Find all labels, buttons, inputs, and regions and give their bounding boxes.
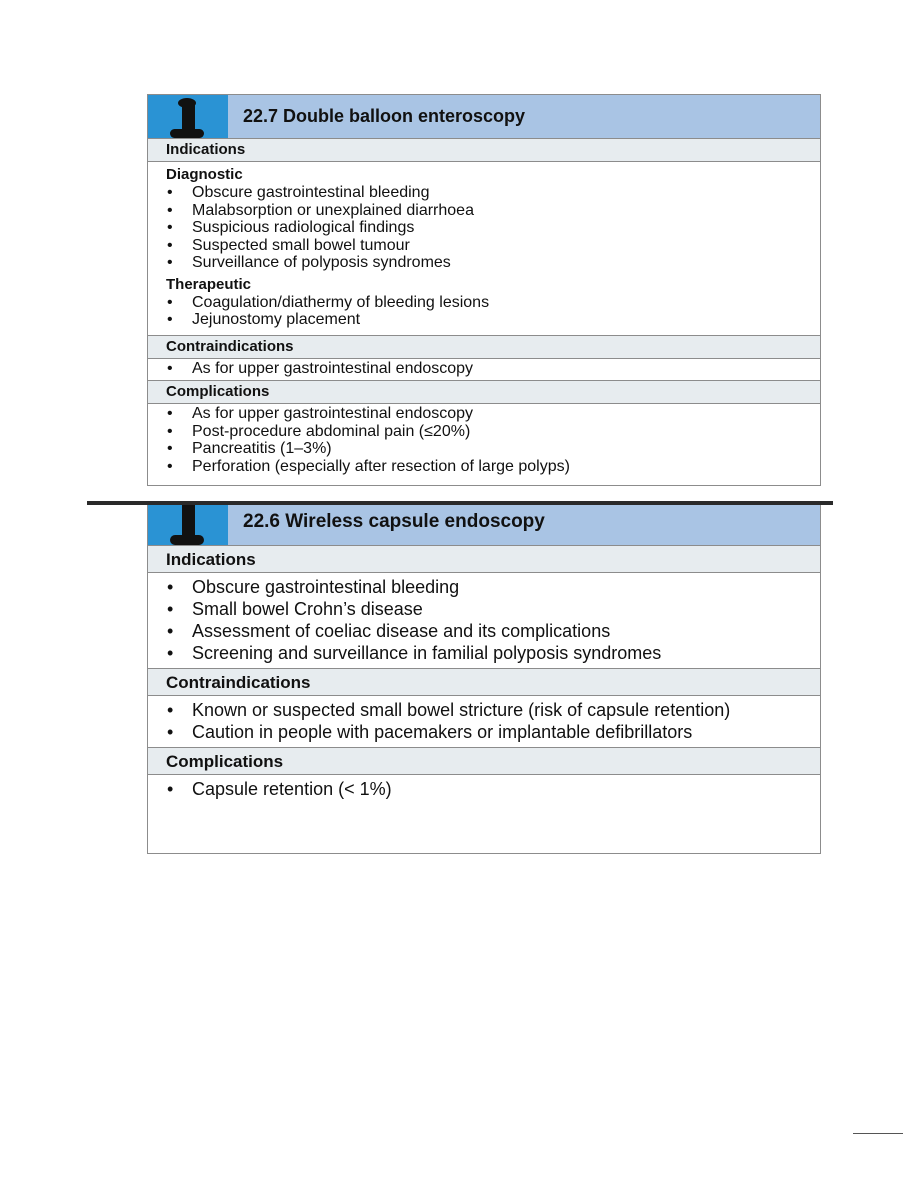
list-item: • Known or suspected small bowel stricture (risk of capsule retention) [148,699,780,721]
section-heading-complications: Complications [148,747,820,775]
list-item: • Coagulation/diathermy of bleeding lesions [148,294,820,312]
section-heading-indications: Indications [148,545,820,573]
box-title: 22.6 Wireless capsule endoscopy [243,511,545,532]
list-item: • Pancreatitis (1–3%) [148,440,820,458]
complications-list [148,404,820,475]
section-heading-indications: Indications [148,138,820,162]
subheading-therapeutic: Therapeutic [166,275,252,293]
complications-list [148,775,820,804]
list-item: • As for upper gastrointestinal endoscopy [148,405,820,423]
list-item: • Obscure gastrointestinal bleeding [148,184,820,202]
info-i-icon [148,95,228,138]
contraindications-list [148,359,820,381]
list-item: • Perforation (especially after resection of large polyps) [148,458,820,476]
list-item: • Small bowel Crohn’s disease [148,598,820,620]
box-title: 22.7 Double balloon enteroscopy [243,106,526,126]
section-heading-contraindications: Contraindications [148,668,820,696]
contraindications-list [148,696,820,747]
box-header [148,95,820,138]
diagnostic-list [148,184,820,272]
list-item: • Jejunostomy placement [148,311,820,329]
subheading-diagnostic: Diagnostic [166,166,243,183]
therapeutic-list [148,294,820,329]
list-item: • Surveillance of polyposis syndromes [148,254,820,272]
list-item: • Suspicious radiological findings [148,219,820,237]
list-item: • Suspected small bowel tumour [148,237,820,255]
diagnostic-group [148,162,820,272]
list-item: • Malabsorption or unexplained diarrhoea [148,202,820,220]
list-item: • Caution in people with pacemakers or implantable defibrillators [148,721,780,743]
list-item: • As for upper gastrointestinal endoscopy [148,360,820,378]
list-item: • Obscure gastrointestinal bleeding [148,576,820,598]
page-footer-line [853,1133,903,1134]
list-item: • Post-procedure abdominal pain (≤20%) [148,423,820,441]
list-item: • Screening and surveillance in familial polyposis syndromes [148,642,820,664]
section-heading-complications: Complications [148,380,820,404]
info-box-double-balloon-enteroscopy [147,94,821,486]
info-i-icon [148,505,228,545]
therapeutic-group [148,272,820,335]
list-item: • Capsule retention (< 1%) [148,778,820,800]
list-item: • Assessment of coeliac disease and its complications [148,620,820,642]
section-heading-contraindications: Contraindications [148,335,820,359]
indications-list [148,573,820,668]
box-header [148,505,820,545]
info-box-wireless-capsule-endoscopy [147,505,821,854]
